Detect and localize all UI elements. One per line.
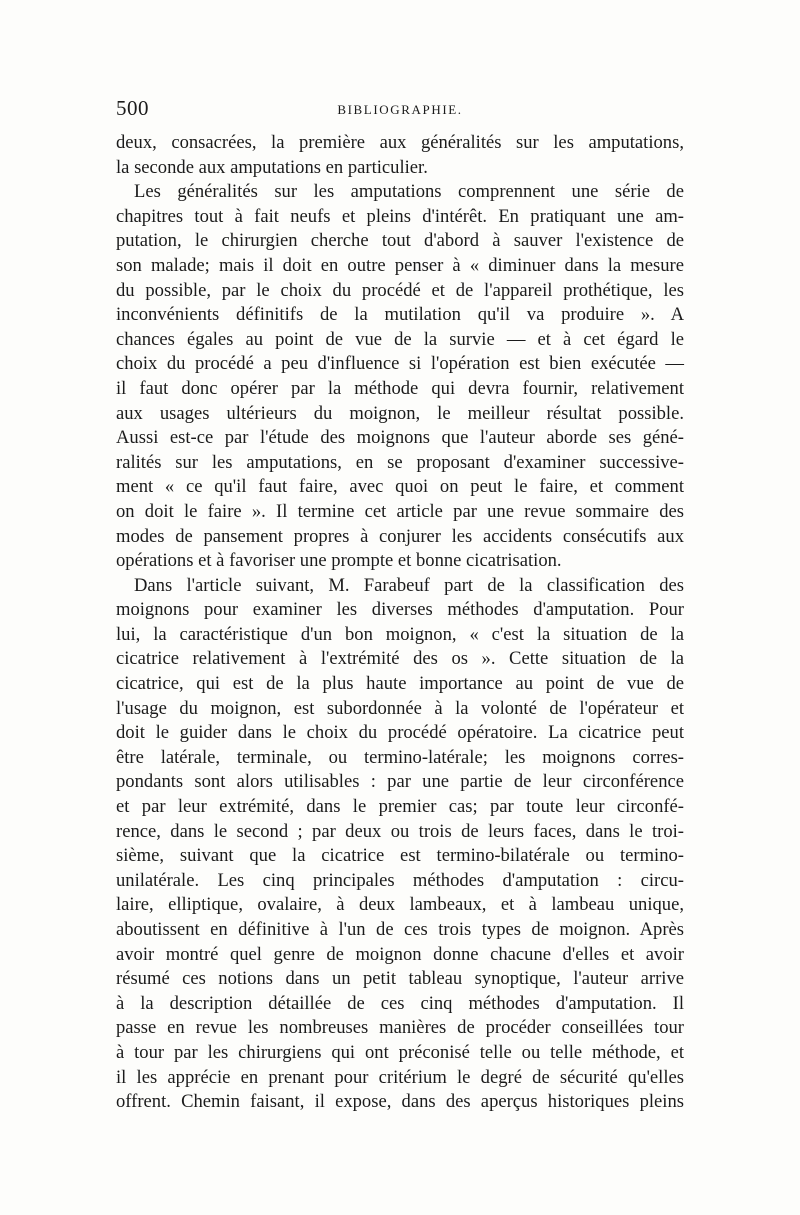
text-line: unilatérale. Les cinq principales méthodes d'amputation : circu- (116, 869, 684, 891)
text-line: aboutissent en définitive à l'un de ces trois types de moignon. Après (116, 919, 684, 940)
text-line: laire, elliptique, ovalaire, à deux lambeaux, et à lambeau unique, (116, 894, 684, 916)
paragraph-first-line: Dans l'article suivant, M. Farabeuf part de la classification des (134, 574, 684, 596)
text-line: à la description détaillée de ces cinq méthodes d'amputation. Il (116, 992, 684, 1014)
text-line: la seconde aux amputations en particulier. (116, 156, 428, 178)
text-line: son malade; mais il doit en outre penser à « diminuer dans la mesure (116, 254, 684, 276)
text-line: on doit le faire ». Il termine cet article par une revue sommaire des (116, 500, 684, 522)
text-line: rence, dans le second ; par deux ou trois de leurs faces, dans le troi- (116, 820, 684, 842)
text-line: putation, le chirurgien cherche tout d'abord à sauver l'existence de (116, 230, 684, 252)
text-line: ment « ce qu'il faut faire, avec quoi on peut le faire, et comment (116, 476, 684, 498)
text-line: il faut donc opérer par la méthode qui devra fournir, relativement (116, 377, 684, 399)
running-head (116, 96, 684, 126)
text-line: sième, suivant que la cicatrice est termino-bilatérale ou termino- (116, 845, 684, 867)
text-line: être latérale, terminale, ou termino-latérale; les moignons corres- (116, 746, 684, 768)
text-line: il les apprécie en prenant pour critérium le degré de sécurité qu'elles (116, 1066, 684, 1088)
text-line: moignons pour examiner les diverses méthodes d'amputation. Pour (116, 599, 684, 621)
text-line: et par leur extrémité, dans le premier cas; par toute leur circonfé- (116, 796, 684, 818)
text-line: modes de pansement propres à conjurer les accidents consécutifs aux (116, 525, 684, 547)
text-line: du possible, par le choix du procédé et de l'appareil prothétique, les (116, 279, 684, 301)
body-text (116, 131, 684, 1115)
text-line: pondants sont alors utilisables : par une partie de leur circonférence (116, 771, 684, 793)
text-line: lui, la caractéristique d'un bon moignon, « c'est la situation de la (116, 623, 684, 645)
text-line: inconvénients définitifs de la mutilation qu'il va produire ». A (116, 304, 684, 326)
paragraph-first-line: Les généralités sur les amputations comprennent une série de (134, 181, 684, 203)
text-line: offrent. Chemin faisant, il expose, dans des aperçus historiques pleins (116, 1091, 684, 1113)
text-line: chapitres tout à fait neufs et pleins d'intérêt. En pratiquant une am- (116, 205, 684, 227)
text-line: résumé ces notions dans un petit tableau synoptique, l'auteur arrive (116, 968, 684, 990)
text-line: cicatrice, qui est de la plus haute importance au point de vue de (116, 673, 684, 695)
text-line: Aussi est-ce par l'étude des moignons que l'auteur aborde ses géné- (116, 427, 684, 449)
text-line: l'usage du moignon, est subordonnée à la volonté de l'opérateur et (116, 697, 684, 719)
text-line: opérations et à favoriser une prompte et bonne cicatrisation. (116, 550, 562, 572)
text-line: avoir montré quel genre de moignon donne chacune d'elles et avoir (116, 943, 684, 965)
text-line: doit le guider dans le choix du procédé opératoire. La cicatrice peut (116, 722, 684, 744)
text-line: à tour par les chirurgiens qui ont préconisé telle ou telle méthode, et (116, 1041, 684, 1063)
text-line: passe en revue les nombreuses manières de procéder conseillées tour (116, 1017, 684, 1039)
text-line: choix du procédé a peu d'influence si l'opération est bien exécutée — (116, 353, 684, 375)
text-line: ralités sur les amputations, en se proposant d'examiner successive- (116, 451, 684, 473)
text-line: chances égales au point de vue de la survie — et à cet égard le (116, 328, 684, 350)
page-number: 500 (116, 96, 149, 120)
text-line: deux, consacrées, la première aux généralités sur les amputations, (116, 132, 684, 153)
text-line: cicatrice relativement à l'extrémité des os ». Cette situation de la (116, 648, 684, 670)
text-line: aux usages ultérieurs du moignon, le meilleur résultat possible. (116, 402, 684, 424)
section-title: BIBLIOGRAPHIE. (337, 102, 463, 117)
